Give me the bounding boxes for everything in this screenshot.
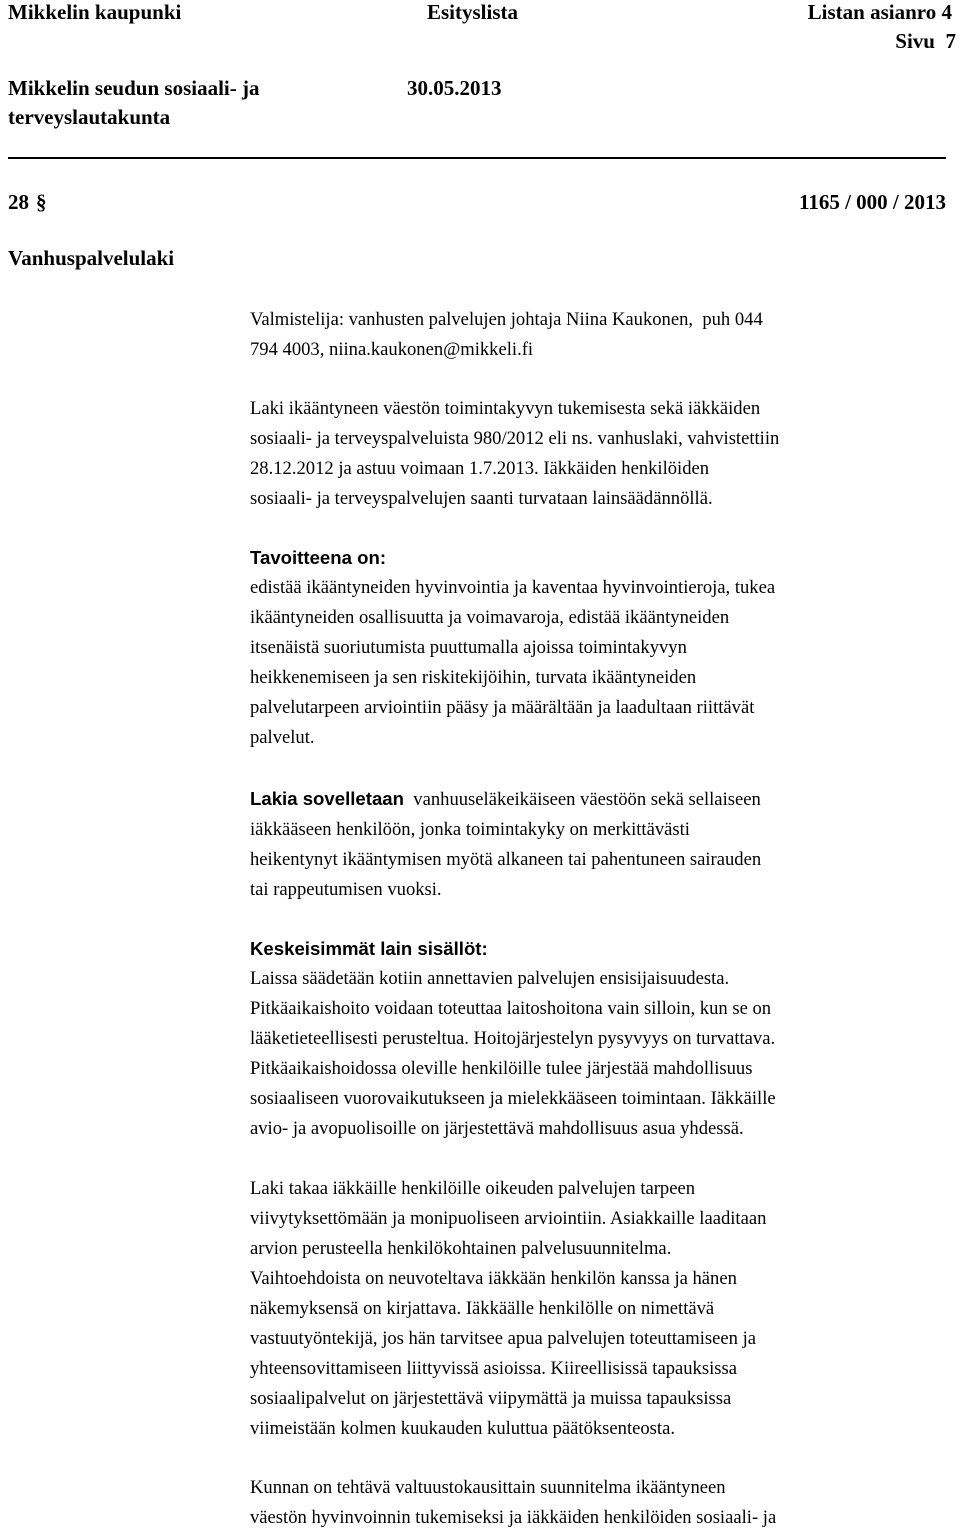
intro-line: sosiaali- ja terveyspalveluista 980/2012 eli ns. vanhuslaki, vahvistettiin xyxy=(250,428,780,449)
intro-line: sosiaali- ja terveyspalvelujen saanti turvataan lainsäädännöllä. xyxy=(250,488,713,509)
header-item-number: Listan asianro 4 xyxy=(807,0,952,24)
key-contents-line: Pitkäaikaishoidossa oleville henkilöille tulee järjestää mahdollisuus xyxy=(250,1058,753,1079)
intro-paragraph xyxy=(250,394,956,514)
header-org: Mikkelin kaupunki xyxy=(8,0,182,24)
preparer-block xyxy=(250,305,956,365)
scope-section xyxy=(250,784,956,905)
goals-line: ikääntyneiden osallisuutta ja voimavaroja, edistää ikääntyneiden xyxy=(250,607,730,628)
preparer-line: Valmistelija: vanhusten palvelujen johtaja Niina Kaukonen, puh 044 xyxy=(250,309,763,330)
header-board-line1: Mikkelin seudun sosiaali- ja xyxy=(8,76,260,100)
municipal-plan-paragraph xyxy=(250,1473,956,1533)
goals-line: edistää ikääntyneiden hyvinvointia ja kaventaa hyvinvointieroja, tukea xyxy=(250,577,776,598)
preparer-line: 794 4003, niina.kaukonen@mikkeli.fi xyxy=(250,339,534,360)
section-sign: § xyxy=(36,190,47,214)
goals-section xyxy=(250,543,956,753)
key-contents-line: lääketieteellisesti perusteltua. Hoitojärjestelyn pysyvyys on turvattava. xyxy=(250,1028,776,1049)
header-doc-type: Esityslista xyxy=(427,0,519,24)
assessment-line: viimeistään kolmen kuukauden kuluttua päätöksenteosta. xyxy=(250,1418,675,1439)
municipal-plan-line: Kunnan on tehtävä valtuustokausittain suunnitelma ikääntyneen xyxy=(250,1477,726,1498)
goals-heading: Tavoitteena on: xyxy=(250,547,387,568)
intro-line: 28.12.2012 ja astuu voimaan 1.7.2013. Iäkkäiden henkilöiden xyxy=(250,458,710,479)
header-board-line2: terveyslautakunta xyxy=(8,105,171,129)
assessment-line: näkemyksensä on kirjattava. Iäkkäälle henkilölle on nimettävä xyxy=(250,1298,715,1319)
assessment-line: viivytyksettömään ja monipuoliseen arviointiin. Asiakkaille laaditaan xyxy=(250,1208,767,1229)
case-number: 28 xyxy=(8,190,29,214)
assessment-line: sosiaalipalvelut on järjestettävä viipymättä ja muissa tapauksissa xyxy=(250,1388,732,1409)
scope-line: heikentynyt ikääntymisen myötä alkaneen tai pahentuneen sairauden xyxy=(250,849,762,870)
assessment-line: vastuutyöntekijä, jos hän tarvitsee apua palvelujen toteuttamiseen ja xyxy=(250,1328,757,1349)
assessment-line: Laki takaa iäkkäille henkilöille oikeuden palvelujen tarpeen xyxy=(250,1178,696,1199)
key-contents-line: Laissa säädetään kotiin annettavien palvelujen ensisijaisuudesta. xyxy=(250,968,730,989)
goals-line: palvelut. xyxy=(250,727,315,748)
scope-line: tai rappeutumisen vuoksi. xyxy=(250,879,442,900)
goals-line: heikkenemiseen ja sen riskitekijöihin, turvata ikääntyneiden xyxy=(250,667,697,688)
municipal-plan-line: väestön hyvinvoinnin tukemiseksi ja iäkkäiden henkilöiden sosiaali- ja xyxy=(250,1507,777,1528)
scope-line: iäkkääseen henkilöön, jonka toimintakyky on merkittävästi xyxy=(250,819,690,840)
intro-line: Laki ikääntyneen väestön toimintakyvyn tukemisesta sekä iäkkäiden xyxy=(250,398,761,419)
assessment-paragraph xyxy=(250,1174,956,1444)
key-contents-heading: Keskeisimmät lain sisällöt: xyxy=(250,938,488,959)
key-contents-line: Pitkäaikaishoito voidaan toteuttaa laitoshoitona vain silloin, kun se on xyxy=(250,998,772,1019)
key-contents-line: sosiaaliseen vuorovaikutukseen ja mielekkääseen toimintaan. Iäkkäille xyxy=(250,1088,776,1109)
scope-heading: Lakia sovelletaan xyxy=(250,788,404,809)
header-page-number: Sivu 7 xyxy=(895,29,956,53)
key-contents-line: avio- ja avopuolisoille on järjestettävä mahdollisuus asua yhdessä. xyxy=(250,1118,744,1139)
assessment-line: yhteensovittamiseen liittyvissä asioissa. Kiireellisissä tapauksissa xyxy=(250,1358,737,1379)
header-divider xyxy=(8,157,946,159)
case-title: Vanhuspalvelulaki xyxy=(8,246,175,270)
header-date: 30.05.2013 xyxy=(407,76,502,100)
assessment-line: arvion perusteella henkilökohtainen palvelusuunnitelma. xyxy=(250,1238,672,1259)
scope-line: vanhuuseläkeikäiseen väestöön sekä sellaiseen xyxy=(413,789,761,810)
case-record-id: 1165 / 000 / 2013 xyxy=(798,190,946,214)
goals-line: palvelutarpeen arviointiin pääsy ja määrältään ja laadultaan riittävät xyxy=(250,697,755,718)
assessment-line: Vaihtoehdoista on neuvoteltava iäkkään henkilön kanssa ja hänen xyxy=(250,1268,737,1289)
goals-line: itsenäistä suoriutumista puuttumalla ajoissa toimintakyvyn xyxy=(250,637,687,658)
key-contents-section xyxy=(250,934,956,1144)
